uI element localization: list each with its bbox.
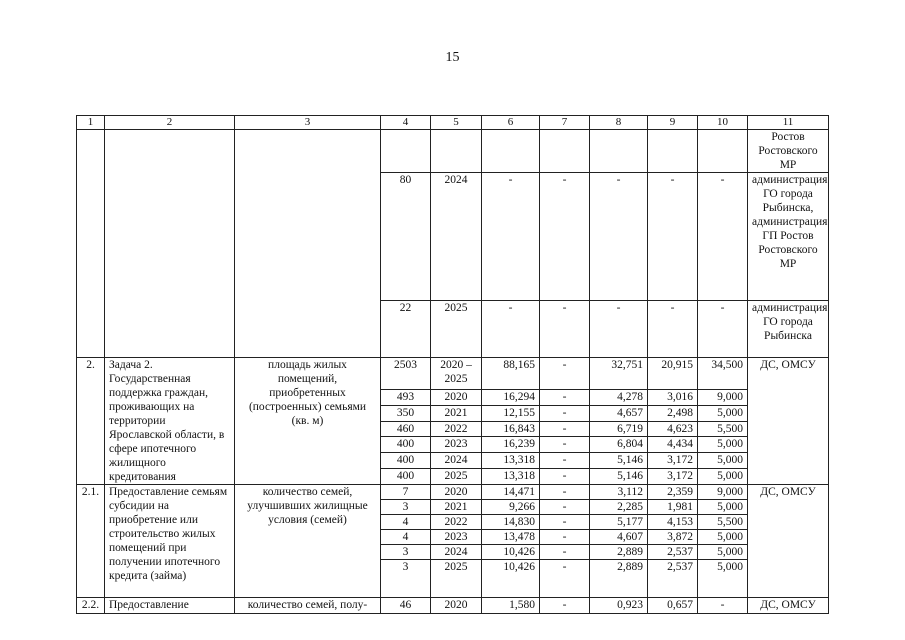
cell-name: Задача 2. Государственная поддержка граждан, проживающих на территории Ярославской области, в сфере ипотечного жилищного кредитования (105, 358, 235, 485)
cell-value: 2,537 (648, 560, 698, 598)
cell-value: 14,471 (482, 485, 540, 500)
cell-value: - (540, 485, 590, 500)
cell-value: 5,000 (698, 453, 748, 469)
cell-value: 9,000 (698, 389, 748, 405)
cell-value: - (482, 301, 540, 358)
cell-value: 32,751 (590, 358, 648, 390)
cell-value: 3,172 (648, 453, 698, 469)
cell-value: - (540, 437, 590, 453)
cell-value: 10,426 (482, 560, 540, 598)
cell-value: - (590, 301, 648, 358)
cell-value: - (540, 530, 590, 545)
cell-value: 3 (381, 545, 431, 560)
cell-year: 2025 (431, 560, 482, 598)
cell-value: 4 (381, 530, 431, 545)
cell-year: 2024 (431, 545, 482, 560)
cell-empty (648, 130, 698, 173)
cell-value: - (540, 500, 590, 515)
cell-value: 2,498 (648, 405, 698, 421)
cell-year: 2023 (431, 437, 482, 453)
cell-value: 4,623 (648, 421, 698, 437)
cell-value: 2,889 (590, 545, 648, 560)
cell-year: 2020 (431, 485, 482, 500)
cell-year: 2022 (431, 515, 482, 530)
cell-value: 5,000 (698, 405, 748, 421)
cell-name: Предоставление (105, 598, 235, 614)
header-cell: 5 (431, 116, 482, 130)
cell-year: 2020 (431, 389, 482, 405)
cell-value: 88,165 (482, 358, 540, 390)
header-cell: 3 (235, 116, 381, 130)
cell-value: 9,266 (482, 500, 540, 515)
cell-value: 7 (381, 485, 431, 500)
table-row (77, 485, 829, 500)
cell-value: 2,285 (590, 500, 648, 515)
cell-value: 5,500 (698, 421, 748, 437)
cell-indicator: площадь жилых помещений, приобретенных (построенных) семьями (кв. м) (235, 358, 381, 485)
cell-value: 14,830 (482, 515, 540, 530)
cell-empty (381, 130, 431, 173)
header-cell: 6 (482, 116, 540, 130)
cell-indicator: количество семей, полу- (235, 598, 381, 614)
cell-value: 46 (381, 598, 431, 614)
table-row (77, 598, 829, 614)
cell-value: 3,172 (648, 469, 698, 485)
cell-value: 350 (381, 405, 431, 421)
cell-value: 4,657 (590, 405, 648, 421)
cell-value: 2,537 (648, 545, 698, 560)
cell-value: - (540, 469, 590, 485)
cell-value: 4 (381, 515, 431, 530)
cell-value: 4,278 (590, 389, 648, 405)
cell-value: 34,500 (698, 358, 748, 390)
cell-value: 5,177 (590, 515, 648, 530)
cell-value: - (698, 301, 748, 358)
cell-value: 3,016 (648, 389, 698, 405)
header-cell: 2 (105, 116, 235, 130)
cell-value: - (540, 560, 590, 598)
header-cell: 10 (698, 116, 748, 130)
cell-value: 0,923 (590, 598, 648, 614)
cell-value: - (482, 173, 540, 301)
cell-value: 5,500 (698, 515, 748, 530)
cell-value: 5,146 (590, 453, 648, 469)
cell-value: 5,000 (698, 530, 748, 545)
cell-value: - (540, 545, 590, 560)
cell-name: Предоставление семьям субсидии на приобретение или строительство жилых помещений при получении ипотечного кредита (займа) (105, 485, 235, 598)
cell-value: - (540, 598, 590, 614)
cell-value: 5,000 (698, 560, 748, 598)
header-cell: 8 (590, 116, 648, 130)
cell-num: 2. (77, 358, 105, 485)
cell-num: 2.1. (77, 485, 105, 598)
cell-year: 2020 (431, 598, 482, 614)
cell-value: 13,318 (482, 453, 540, 469)
cell-value: 5,146 (590, 469, 648, 485)
cell-year: 2020 – 2025 (431, 358, 482, 390)
cell-value: 1,580 (482, 598, 540, 614)
cell-value: 5,000 (698, 545, 748, 560)
cell-value: - (540, 301, 590, 358)
cell-value: 16,239 (482, 437, 540, 453)
cell-value: - (698, 598, 748, 614)
cell-value: 12,155 (482, 405, 540, 421)
cell-value: 3 (381, 560, 431, 598)
cell-responsible: ДС, ОМСУ (748, 598, 829, 614)
cell-value: 5,000 (698, 437, 748, 453)
cell-responsible: ДС, ОМСУ (748, 485, 829, 598)
cell-value: 6,804 (590, 437, 648, 453)
table-row (77, 130, 829, 173)
cell-value: 22 (381, 301, 431, 358)
cell-value: 3 (381, 500, 431, 515)
cell-value: 5,000 (698, 500, 748, 515)
header-row (77, 116, 829, 130)
cell-value: 460 (381, 421, 431, 437)
cell-value: 6,719 (590, 421, 648, 437)
page-number: 15 (445, 50, 460, 65)
cell-value: - (540, 515, 590, 530)
cell-value: 4,434 (648, 437, 698, 453)
table-row (77, 358, 829, 390)
cell-year: 2021 (431, 405, 482, 421)
cell-value: 400 (381, 453, 431, 469)
cell-value: - (540, 421, 590, 437)
cell-year: 2025 (431, 469, 482, 485)
cell-responsible: Ростов Ростовского МР (748, 130, 829, 173)
cell-year: 2023 (431, 530, 482, 545)
cell-year: 2025 (431, 301, 482, 358)
cell-value: 493 (381, 389, 431, 405)
cell-value: - (590, 173, 648, 301)
cell-value: 9,000 (698, 485, 748, 500)
cell-value: - (540, 405, 590, 421)
cell-value: - (540, 173, 590, 301)
cell-value: 2,359 (648, 485, 698, 500)
header-cell: 9 (648, 116, 698, 130)
cell-responsible: ДС, ОМСУ (748, 358, 829, 485)
cell-empty (77, 130, 105, 358)
cell-value: - (540, 453, 590, 469)
cell-empty (482, 130, 540, 173)
cell-year: 2024 (431, 173, 482, 301)
cell-value: - (698, 173, 748, 301)
cell-value: - (648, 173, 698, 301)
program-table (76, 115, 829, 614)
header-cell: 1 (77, 116, 105, 130)
cell-value: 5,000 (698, 469, 748, 485)
cell-value: 400 (381, 469, 431, 485)
cell-empty (540, 130, 590, 173)
cell-responsible: администрация ГО города Рыбинска, администрация ГП Ростов Ростовского МР (748, 173, 829, 301)
cell-num: 2.2. (77, 598, 105, 614)
cell-empty (590, 130, 648, 173)
header-cell: 4 (381, 116, 431, 130)
cell-value: 16,843 (482, 421, 540, 437)
cell-value: 4,607 (590, 530, 648, 545)
cell-value: 13,318 (482, 469, 540, 485)
cell-year: 2021 (431, 500, 482, 515)
cell-value: 3,872 (648, 530, 698, 545)
cell-empty (698, 130, 748, 173)
cell-indicator: количество семей, улучшивших жилищные условия (семей) (235, 485, 381, 598)
cell-responsible: администрация ГО города Рыбинска (748, 301, 829, 358)
cell-value: - (540, 358, 590, 390)
cell-empty (105, 130, 235, 358)
cell-value: 10,426 (482, 545, 540, 560)
cell-value: 4,153 (648, 515, 698, 530)
cell-value: 2503 (381, 358, 431, 390)
cell-value: 2,889 (590, 560, 648, 598)
cell-value: 13,478 (482, 530, 540, 545)
cell-value: 16,294 (482, 389, 540, 405)
cell-year: 2022 (431, 421, 482, 437)
cell-value: 400 (381, 437, 431, 453)
cell-value: 0,657 (648, 598, 698, 614)
header-cell: 7 (540, 116, 590, 130)
cell-value: 3,112 (590, 485, 648, 500)
cell-empty (431, 130, 482, 173)
cell-empty (235, 130, 381, 358)
cell-value: - (648, 301, 698, 358)
cell-year: 2024 (431, 453, 482, 469)
cell-value: 1,981 (648, 500, 698, 515)
cell-value: 20,915 (648, 358, 698, 390)
cell-value: - (540, 389, 590, 405)
cell-value: 80 (381, 173, 431, 301)
header-cell: 11 (748, 116, 829, 130)
